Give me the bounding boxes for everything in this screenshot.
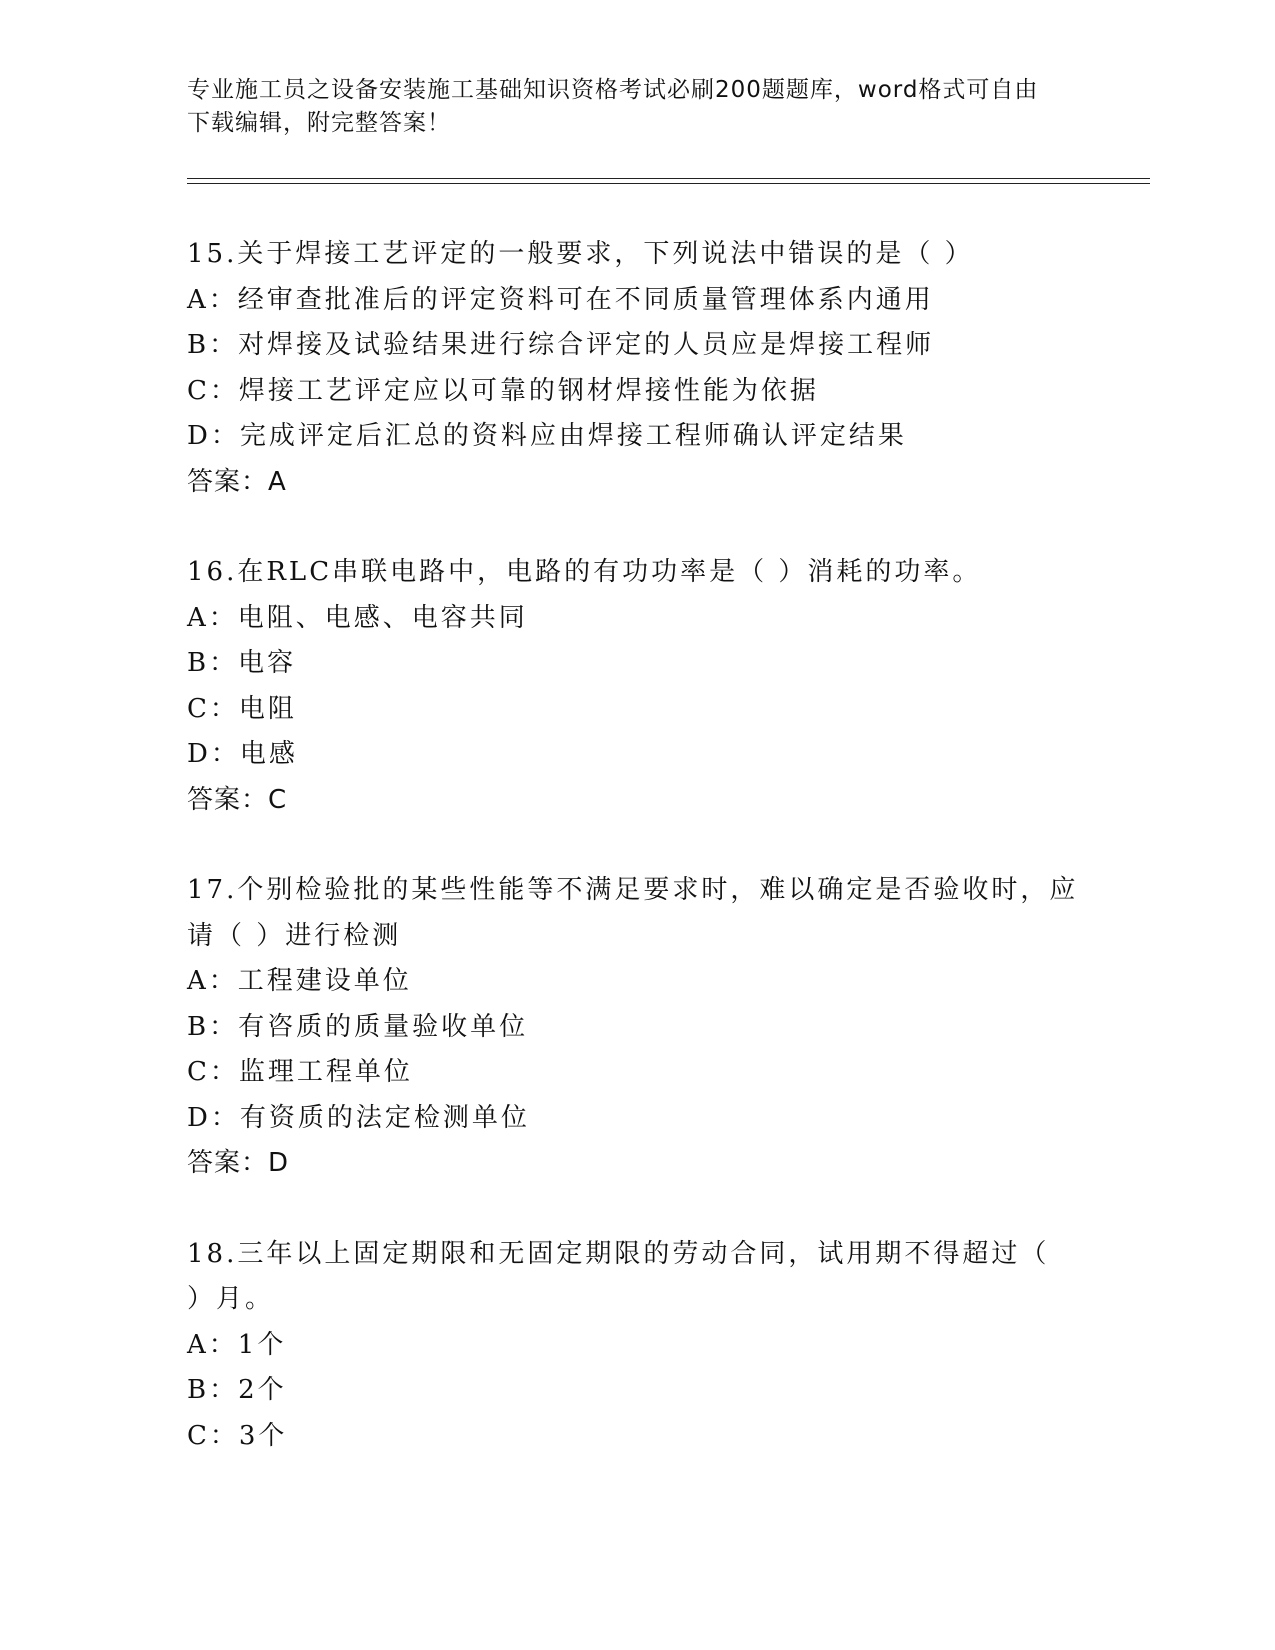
answer-key: 答案：D — [187, 1148, 290, 1178]
answer-key: 答案：C — [187, 784, 288, 815]
answer-option: A：1个 — [187, 1329, 287, 1360]
header-line-2: 下载编辑，附完整答案！ — [187, 110, 451, 136]
question-stem: 16.在RLC串联电路中，电路的有功功率是（ ）消耗的功率。 — [187, 557, 982, 587]
header-line-1: 专业施工员之设备安装施工基础知识资格考试必刷200题题库，word格式可自由 — [187, 77, 1039, 103]
answer-key: 答案：A — [187, 466, 287, 497]
answer-option: B：电容 — [187, 648, 297, 678]
question-stem: 请（ ）进行检测 — [187, 920, 402, 951]
answer-option: D：有资质的法定检测单位 — [187, 1102, 530, 1133]
question-block — [187, 1232, 1087, 1460]
answer-option: D：完成评定后汇总的资料应由焊接工程师确认评定结果 — [187, 421, 907, 451]
answer-option: A：经审查批准后的评定资料可在不同质量管理体系内通用 — [187, 284, 934, 315]
header-double-rule — [187, 178, 1150, 184]
answer-option: D：电感 — [187, 739, 298, 769]
question-stem: 15.关于焊接工艺评定的一般要求，下列说法中错误的是（ ） — [187, 239, 974, 269]
answer-option: A：电阻、电感、电容共同 — [187, 602, 528, 633]
answer-option: B：对焊接及试验结果进行综合评定的人员应是焊接工程师 — [187, 330, 935, 360]
question-stem: 18.三年以上固定期限和无固定期限的劳动合同，试用期不得超过（ — [187, 1238, 1050, 1269]
answer-option: C：3个 — [187, 1420, 288, 1451]
answer-option: A：工程建设单位 — [187, 966, 412, 996]
answer-option: B：2个 — [187, 1375, 287, 1405]
question-stem: 17.个别检验批的某些性能等不满足要求时，难以确定是否验收时，应 — [187, 875, 1079, 905]
answer-option: B：有咨质的质量验收单位 — [187, 1011, 529, 1042]
question-list — [187, 232, 1087, 1504]
question-block — [187, 550, 1087, 823]
answer-option: C：焊接工艺评定应以可靠的钢材焊接性能为依据 — [187, 375, 819, 406]
answer-option: C：电阻 — [187, 693, 297, 724]
document-header — [187, 74, 1067, 140]
question-stem: ）月。 — [187, 1284, 275, 1314]
question-block — [187, 232, 1087, 505]
question-block — [187, 868, 1087, 1187]
answer-option: C：监理工程单位 — [187, 1057, 413, 1087]
